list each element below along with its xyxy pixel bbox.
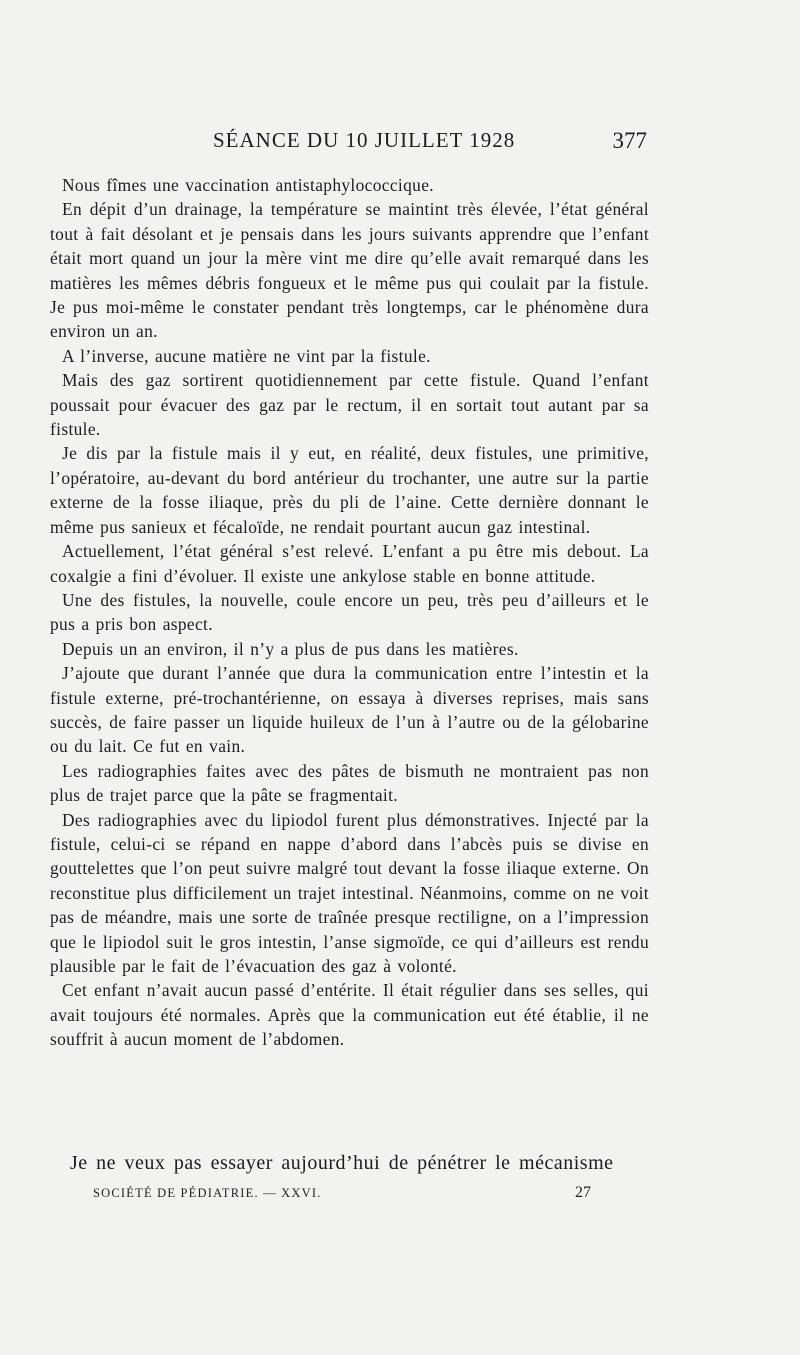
paragraph: Je dis par la fistule mais il y eut, en réalité, deux fistules, une primitive, l’opératoire, au-devant du bord antérieur du trochanter, une autre sur la partie externe de la fosse iliaque, près du pli de l’aine. Cette dernière donnant le même pus sanieux et fécaloïde, ne rendait pourtant aucun gaz intestinal.: [50, 443, 649, 537]
continuation-line: Je ne veux pas essayer aujourd’hui de pénétrer le mécanisme: [70, 1152, 614, 1174]
paragraph: Cet enfant n’avait aucun passé d’entérite. Il était régulier dans ses selles, qui avait toujours été normales. Après que la communication eut été établie, il ne souffrit à aucun moment de l’abdomen.: [50, 980, 649, 1050]
signature-text: SOCIÉTÉ DE PÉDIATRIE. — XXVI.: [93, 1186, 322, 1200]
signature-line: [93, 1184, 593, 1206]
paragraph: Des radiographies avec du lipiodol furent plus démonstratives. Injecté par la fistule, celui-ci se répand en nappe d’abord dans l’abcès puis se divise en gouttelettes que l’on peut suivre malgré tout devant la fosse iliaque externe. On reconstitue plus difficilement un trajet intestinal. Néanmoins, comme on ne voit pas de méandre, mais une sorte de traînée presque rectiligne, on a l’impression que le lipiodol suit le gros intestin, l’anse sigmoïde, ce qui d’ailleurs est rendu plausible par le fait de l’évacuation des gaz à volonté.: [50, 809, 649, 976]
paragraph: A l’inverse, aucune matière ne vint par la fistule.: [62, 345, 431, 366]
paragraph: En dépit d’un drainage, la température se maintint très élevée, l’état général tout à fait désolant et je pensais dans les jours suivants apprendre que l’enfant était mort quand un jour la mère vint me dire qu’elle avait remarqué dans les matières les mêmes débris fongueux et le même pus qui coulait par la fistule. Je pus moi-même le constater pendant très longtemps, car le phénomène dura environ un an.: [50, 199, 649, 342]
body-text: [50, 173, 649, 1052]
paragraph: J’ajoute que durant l’année que dura la communication entre l’intestin et la fistule externe, pré-trochantérienne, on essaya à diverses reprises, mais sans succès, de faire passer un liquide huileux de l’un à l’autre ou de la gélobarine ou du lait. Ce fut en vain.: [50, 663, 649, 757]
paragraph: Actuellement, l’état général s’est relevé. L’enfant a pu être mis debout. La coxalgie a fini d’évoluer. Il existe une ankylose stable en bonne attitude.: [50, 541, 649, 586]
paragraph: Mais des gaz sortirent quotidiennement par cette fistule. Quand l’enfant poussait pour évacuer des gaz par le rectum, il en sortait tout autant par sa fistule.: [50, 370, 649, 440]
paragraph: Les radiographies faites avec des pâtes de bismuth ne montraient pas non plus de trajet parce que la pâte se fragmentait.: [50, 760, 649, 806]
signature-number: 27: [575, 1184, 591, 1201]
page-number: 377: [612, 128, 647, 153]
running-head: [50, 128, 650, 162]
paragraph: Depuis un an environ, il n’y a plus de pus dans les matières.: [62, 638, 519, 659]
running-title: SÉANCE DU 10 JUILLET 1928: [213, 128, 516, 152]
paragraph: Nous fîmes une vaccination antistaphylococcique.: [62, 175, 434, 195]
paragraph: Une des fistules, la nouvelle, coule encore un peu, très peu d’ailleurs et le pus a pris bon aspect.: [50, 589, 649, 635]
